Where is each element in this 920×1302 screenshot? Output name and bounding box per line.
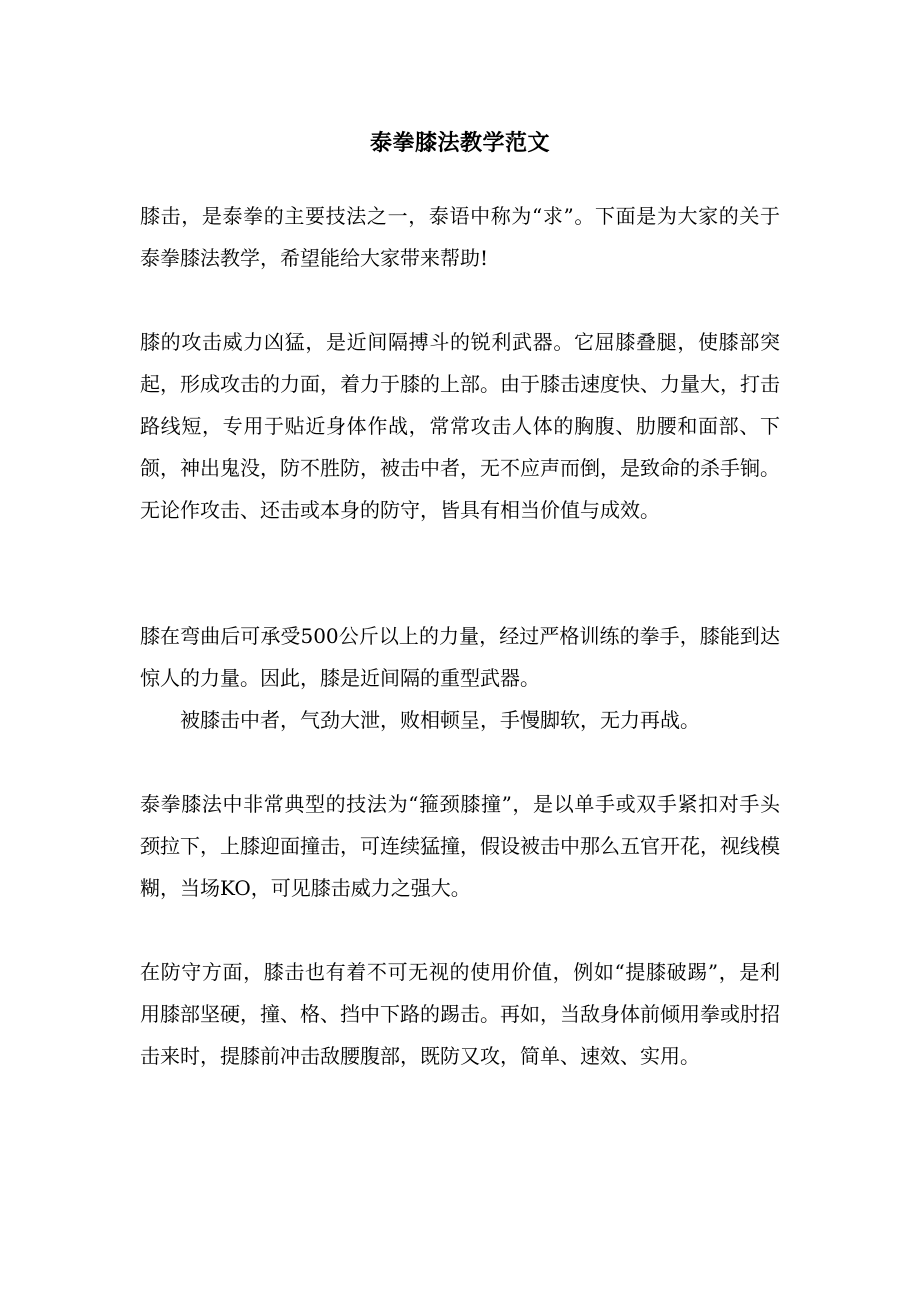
paragraph-knee-power: 膝的攻击威力凶猛，是近间隔搏斗的锐利武器。它屈膝叠腿，使膝部突起，形成攻击的力面，着力于膝的上部。由于膝击速度快、力量大，打击路线短，专用于贴近身体作战，常常攻击人体的胸腹、肋腰和面部、下颌，神出鬼没，防不胜防，被击中者，无不应声而倒，是致命的杀手锏。无论作攻击、还击或本身的防守，皆具有相当价值与成效。 — [140, 330, 780, 522]
paragraph-knee-strength: 膝在弯曲后可承受500公斤以上的力量，经过严格训练的拳手，膝能到达惊人的力量。因此，膝是近间隔的重型武器。 — [140, 624, 780, 690]
paragraph-clinch-knee: 泰拳膝法中非常典型的技法为“箍颈膝撞”，是以单手或双手紧扣对手头颈拉下，上膝迎面撞击，可连续猛撞，假设被击中那么五官开花，视线模糊，当场KO，可见膝击威力之强大。 — [140, 792, 780, 900]
paragraph-knee-defense: 在防守方面，膝击也有着不可无视的使用价值，例如“提膝破踢”，是利用膝部坚硬，撞、格、挡中下路的踢击。再如，当敌身体前倾用拳或肘招击来时，提膝前冲击敌腰腹部，既防又攻，简单、速效、实用。 — [140, 960, 780, 1068]
document-title: 泰拳膝法教学范文 — [369, 129, 550, 156]
paragraph-intro: 膝击，是泰拳的主要技法之一，泰语中称为“求”。下面是为大家的关于泰拳膝法教学，希望能给大家带来帮助! — [140, 204, 780, 270]
paragraph-knee-effect: 被膝击中者，气劲大泄，败相顿呈，手慢脚软，无力再战。 — [180, 708, 700, 732]
